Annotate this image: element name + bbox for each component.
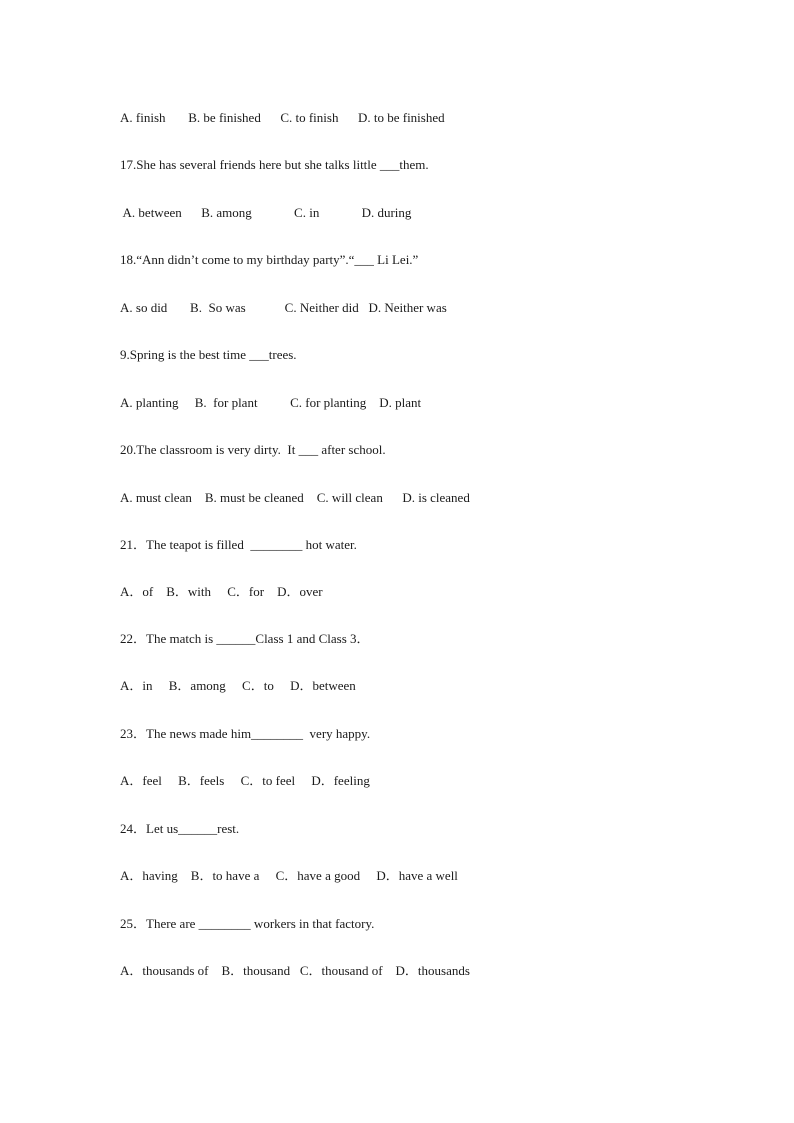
question-18: 18.“Ann didn’t come to my birthday party”.“___ Li Lei.” <box>120 252 419 267</box>
question-25: 25．There are ________ workers in that factory. <box>120 916 375 931</box>
options-line-22: A．in B．among C．to D．between <box>120 678 356 693</box>
question-22: 22．The match is ______Class 1 and Class 3． <box>120 631 370 646</box>
options-line-23: A．feel B．feels C．to feel D．feeling <box>120 773 370 788</box>
options-line-17: A. between B. among C. in D. during <box>120 205 412 220</box>
question-24: 24．Let us______rest. <box>120 821 240 836</box>
question-17: 17.She has several friends here but she talks little ___them. <box>120 157 429 172</box>
question-20: 20.The classroom is very dirty. It ___ after school. <box>120 442 386 457</box>
question-23: 23．The news made him________ very happy. <box>120 726 371 741</box>
question-21: 21．The teapot is filled ________ hot water. <box>120 537 357 552</box>
options-line-16: A. finish B. be finished C. to finish D. to be finished <box>120 110 445 125</box>
options-line-20: A. must clean B. must be cleaned C. will clean D. is cleaned <box>120 490 470 505</box>
options-line-24: A．having B．to have a C．have a good D．have a well <box>120 868 458 883</box>
options-line-21: A．of B．with C．for D．over <box>120 584 323 599</box>
question-19: 9.Spring is the best time ___trees. <box>120 347 297 362</box>
options-line-19: A. planting B. for plant C. for planting D. plant <box>120 395 422 410</box>
options-line-25: A．thousands of B．thousand C．thousand of D．thousands <box>120 963 470 978</box>
options-line-18: A. so did B. So was C. Neither did D. Neither was <box>120 300 447 315</box>
